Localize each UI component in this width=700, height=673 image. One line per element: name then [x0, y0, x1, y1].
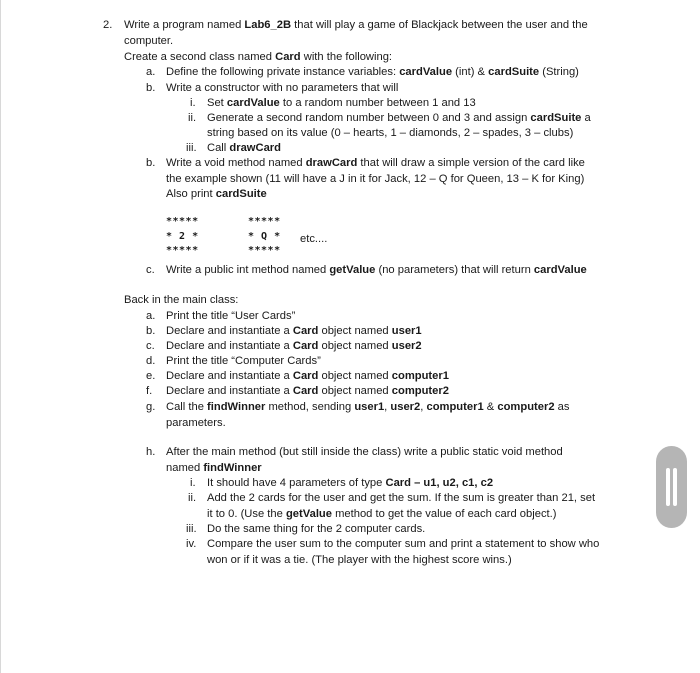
- main-d-label: d.: [146, 355, 156, 367]
- item-c-label: c.: [146, 264, 155, 276]
- item-b-iii-text: Call drawCard: [207, 142, 281, 154]
- main-h-ii-label: ii.: [188, 492, 197, 504]
- card-example-1-top: *****: [166, 216, 199, 227]
- item-a-text: Define the following private instance variables: cardValue (int) & cardSuite (String): [166, 66, 579, 78]
- card-example-2-top: *****: [248, 216, 281, 227]
- item-b-text: Write a constructor with no parameters that will: [166, 82, 399, 94]
- main-b-label: b.: [146, 325, 156, 337]
- main-h-ii-text-2: it to 0. (Use the getValue method to get the value of each card object.): [207, 508, 557, 520]
- item-b2-text-3: Also print cardSuite: [166, 188, 267, 200]
- item-a-label: a.: [146, 66, 156, 78]
- item-b2-text-2: the example shown (11 will have a J in it for Jack, 12 – Q for Queen, 13 – K for King): [166, 173, 585, 185]
- main-b-text: Declare and instantiate a Card object named user1: [166, 325, 422, 337]
- item-b-i-label: i.: [190, 97, 196, 109]
- question-line-1: Write a program named Lab6_2B that will play a game of Blackjack between the user and the: [124, 19, 588, 31]
- item-b-ii-text-2: string based on its value (0 – hearts, 1 – diamonds, 2 – spades, 3 – clubs): [207, 127, 574, 139]
- main-h-text-2: named findWinner: [166, 462, 262, 474]
- main-h-label: h.: [146, 446, 156, 458]
- main-e-label: e.: [146, 370, 156, 382]
- main-a-label: a.: [146, 310, 156, 322]
- pause-scroll-icon[interactable]: [656, 446, 687, 528]
- card-example-etc: etc....: [300, 233, 328, 245]
- question-line-3: Create a second class named Card with the following:: [124, 51, 393, 63]
- card-example-2-middle: * Q *: [248, 231, 281, 242]
- item-b2-text: Write a void method named drawCard that will draw a simple version of the card like: [166, 157, 585, 169]
- card-example-1-middle: * 2 *: [166, 231, 199, 242]
- item-b-ii-text: Generate a second random number between 0 and 3 and assign cardSuite a: [207, 112, 591, 124]
- main-c-label: c.: [146, 340, 155, 352]
- main-h-iv-text-2: won or if it was a tie. (The player with the highest score wins.): [207, 554, 512, 566]
- main-f-label: f.: [146, 385, 153, 397]
- main-g-label: g.: [146, 401, 156, 413]
- pause-bar-left: [666, 468, 670, 506]
- main-h-text: After the main method (but still inside the class) write a public static void method: [166, 446, 563, 458]
- main-d-text: Print the title “Computer Cards”: [166, 355, 321, 367]
- main-class-heading: Back in the main class:: [124, 294, 239, 306]
- item-b-i-text: Set cardValue to a random number between 1 and 13: [207, 97, 476, 109]
- main-f-text: Declare and instantiate a Card object named computer2: [166, 385, 449, 397]
- question-line-2: computer.: [124, 35, 174, 47]
- item-b2-label: b.: [146, 157, 156, 169]
- card-example-2-bottom: *****: [248, 245, 281, 256]
- main-h-iii-text: Do the same thing for the 2 computer cards.: [207, 523, 426, 535]
- main-h-iii-label: iii.: [186, 523, 197, 535]
- page-border: [0, 0, 1, 673]
- item-b-label: b.: [146, 82, 156, 94]
- main-h-iv-text: Compare the user sum to the computer sum and print a statement to show who: [207, 538, 600, 550]
- question-number: 2.: [103, 19, 113, 31]
- item-b-ii-label: ii.: [188, 112, 197, 124]
- main-c-text: Declare and instantiate a Card object named user2: [166, 340, 422, 352]
- card-example-1-bottom: *****: [166, 245, 199, 256]
- main-h-ii-text: Add the 2 cards for the user and get the sum. If the sum is greater than 21, set: [207, 492, 596, 504]
- pause-bar-right: [673, 468, 677, 506]
- main-h-i-text: It should have 4 parameters of type Card – u1, u2, c1, c2: [207, 477, 494, 489]
- item-b-iii-label: iii.: [186, 142, 197, 154]
- main-g-text: Call the findWinner method, sending user1, user2, computer1 & computer2 as: [166, 401, 570, 413]
- main-h-i-label: i.: [190, 477, 196, 489]
- item-c-text: Write a public int method named getValue (no parameters) that will return cardValue: [166, 264, 587, 276]
- main-h-iv-label: iv.: [186, 538, 197, 550]
- main-g-text-2: parameters.: [166, 417, 226, 429]
- main-e-text: Declare and instantiate a Card object named computer1: [166, 370, 449, 382]
- main-a-text: Print the title “User Cards”: [166, 310, 296, 322]
